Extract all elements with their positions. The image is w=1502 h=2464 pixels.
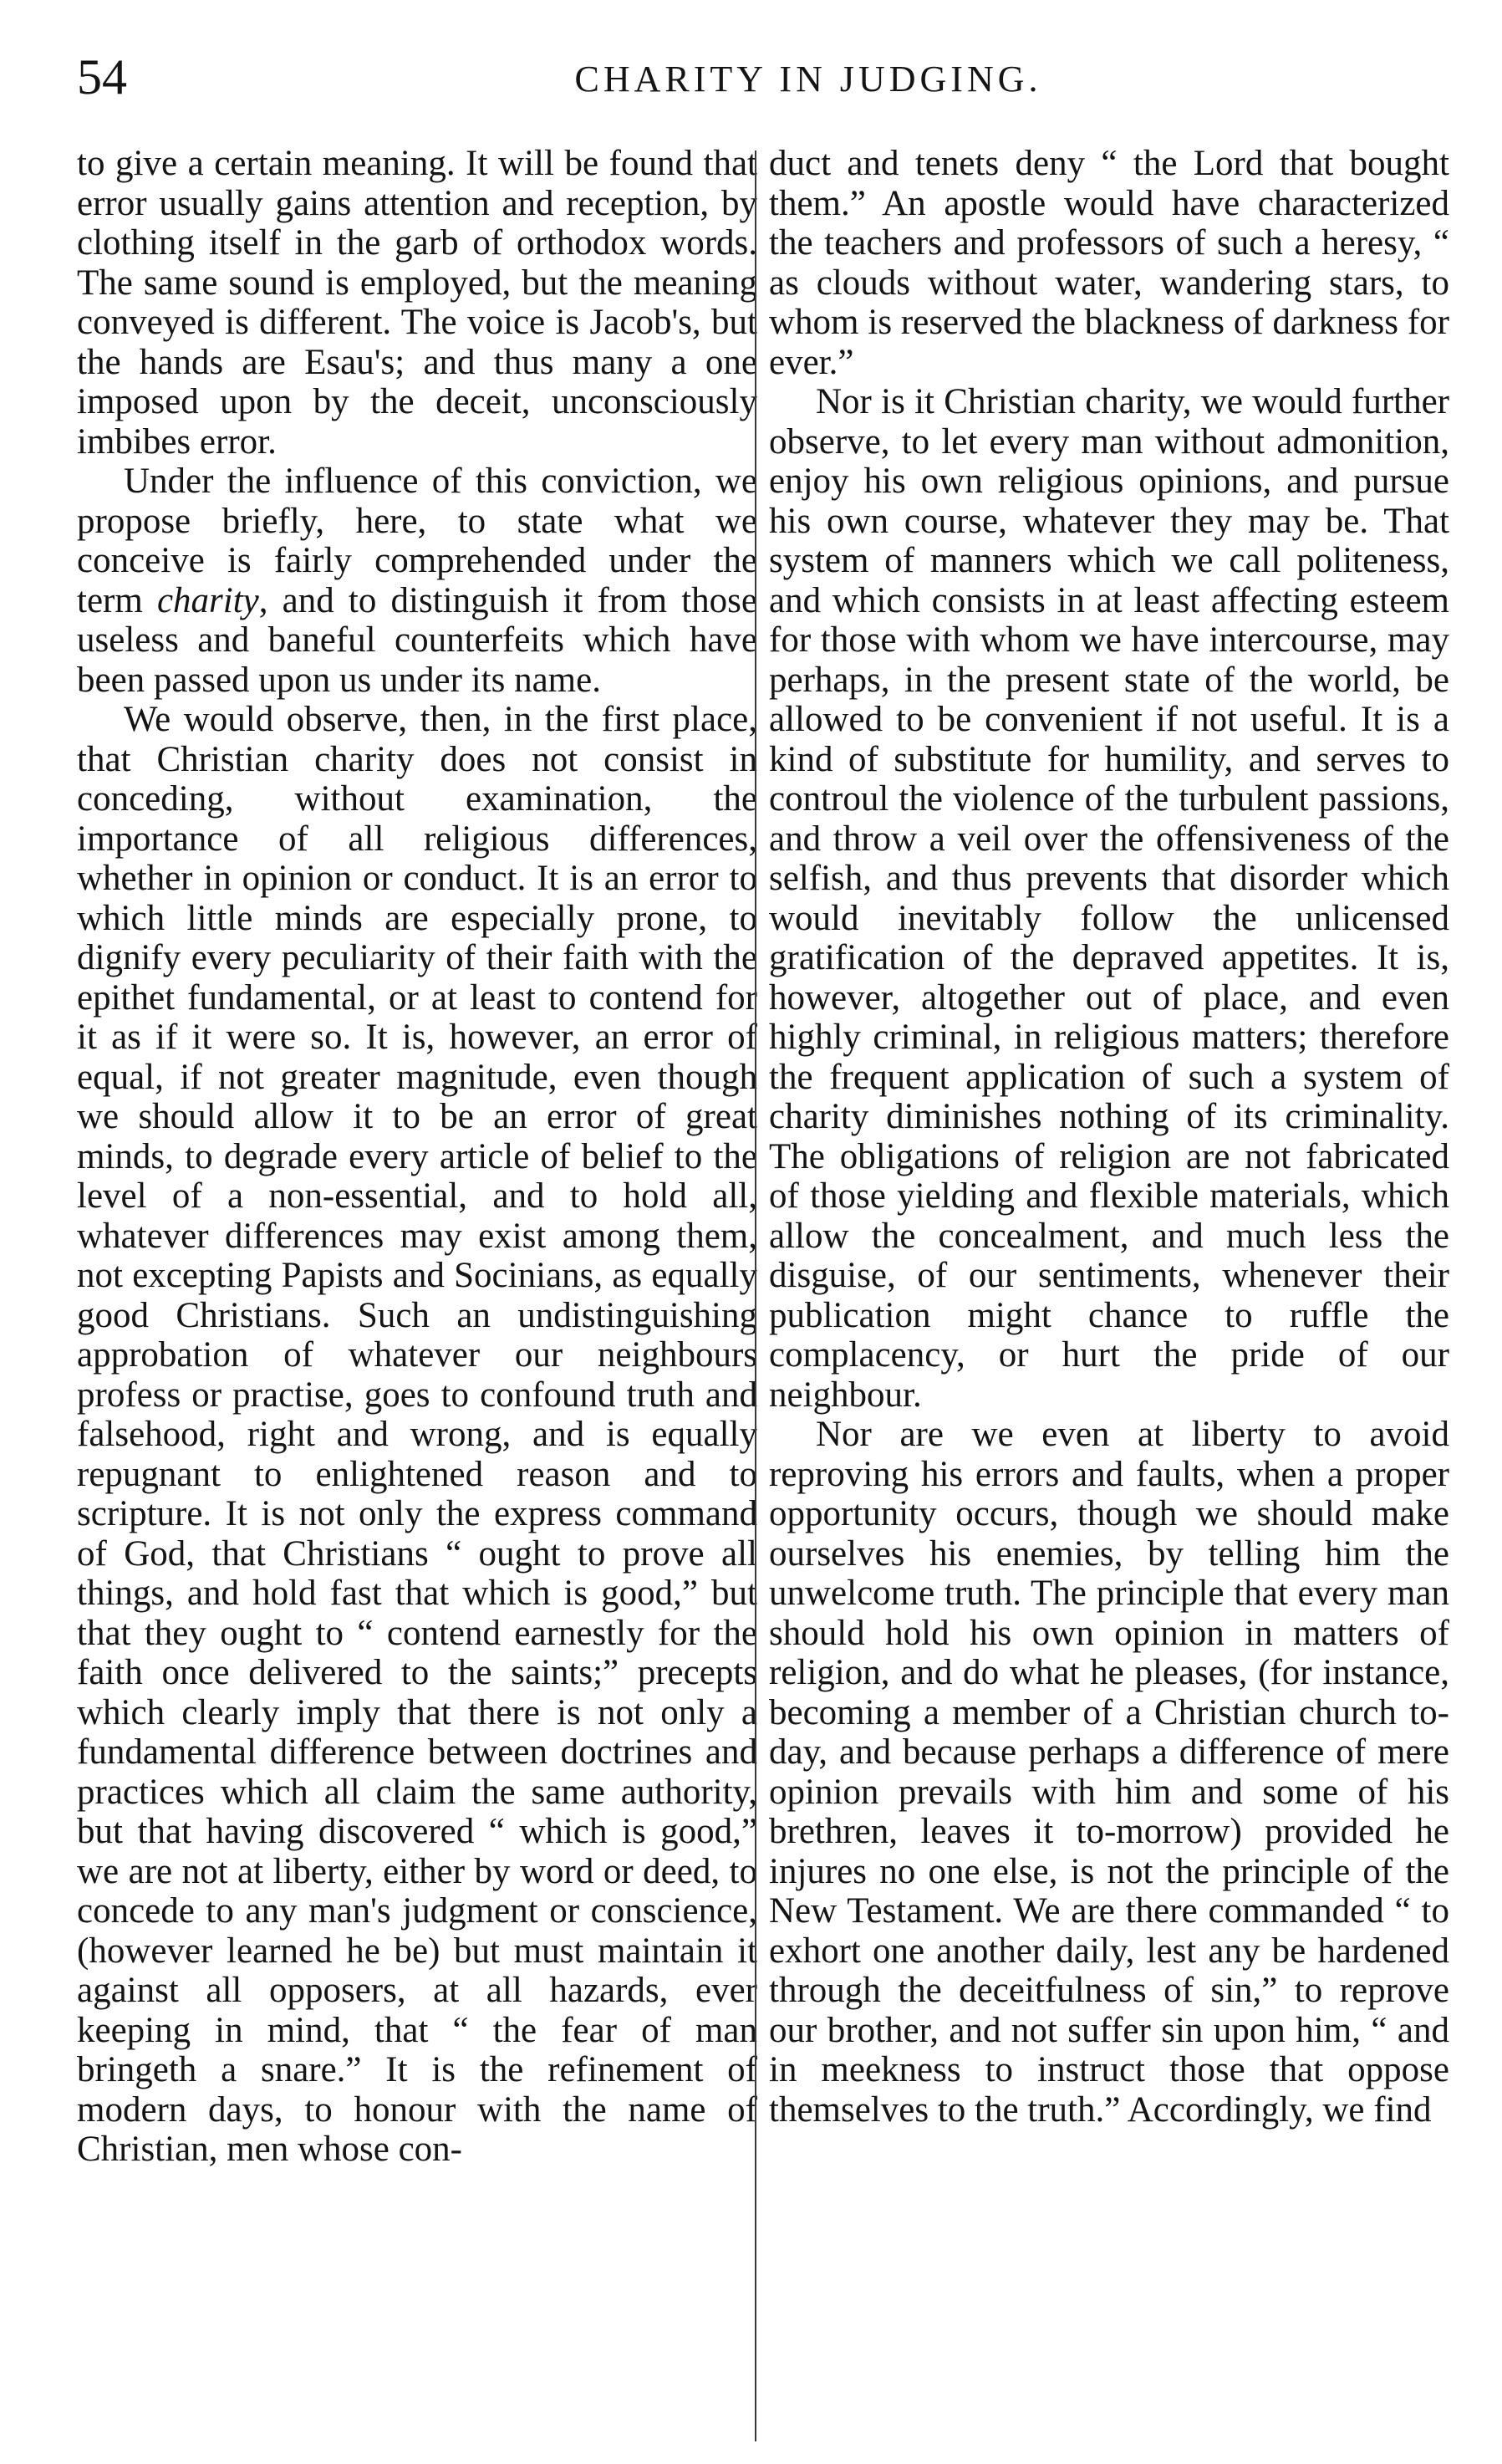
paragraph-left-2-end: , and to distinguish it from those useless and baneful counterfeits which have been passed upon us under its name. — [77, 580, 757, 700]
paragraph-left-2 — [77, 462, 757, 700]
emphasized-word-charity: charity — [156, 580, 259, 620]
paragraph-right-1: duct and tenets deny “ the Lord that bought them.” An apostle would have characterized the teachers and professors of such a heresy, “ as clouds without water, wandering stars, to whom is reserved the blackness of darkness for ever.” — [769, 144, 1449, 382]
page-number: 54 — [77, 49, 127, 105]
paragraph-left-2-start: Under the influence of this conviction, we propose briefly, here, to state what we conceive is fairly comprehended under the term — [77, 462, 757, 620]
running-head — [77, 43, 1464, 119]
paragraph-left-3: We would observe, then, in the first place, that Christian charity does not consist in conceding, without examination, the importance of all religious differences, whether in opinion or conduct. It is an error to which little minds are especially prone, to dignify every peculiarity of their faith with the epithet fundamental, or at least to contend for it as if it were so. It is, however, an error of equal, if not greater magnitude, even though we should allow it to be an error of great minds, to degrade every article of belief to the level of a non-essential, and to hold all, whatever differences may exist among them, not excepting Papists and Socinians, as equally good Christians. Such an undistinguishing approbation of whatever our neighbours profess or practise, goes to confound truth and falsehood, right and wrong, and is equally repugnant to enlightened reason and to scripture. It is not only the express command of God, that Christians “ ought to prove all things, and hold fast that which is good,” but that they ought to “ contend earnestly for the faith once delivered to the saints;” precepts which clearly imply that there is not only a fundamental difference between doctrines and practices which all claim the same authority, but that having discovered “ which is good,” we are not at liberty, either by word or deed, to concede to any man's judgment or conscience, (however learned he be) but must maintain it against all opposers, at all hazards, ever keeping in mind, that “ the fear of man bringeth a snare.” It is the refinement of modern days, to honour with the name of Christian, men whose con- — [77, 700, 757, 2169]
paragraph-right-3: Nor are we even at liberty to avoid reproving his errors and faults, when a proper opportunity occurs, though we should make ourselves his enemies, by telling him the unwelcome truth. The principle that every man should hold his own opinion in matters of religion, and do what he pleases, (for instance, becoming a member of a Christian church to-day, and because perhaps a difference of mere opinion prevails with him and some of his brethren, leaves it to-morrow) provided he injures no one else, is not the principle of the New Testament. We are there commanded “ to exhort one another daily, lest any be hardened through the deceitfulness of sin,” to reprove our brother, and not suffer sin upon him, “ and in meekness to instruct those that oppose themselves to the truth.” Accordingly, we find — [769, 1415, 1449, 2130]
column-divider — [755, 150, 756, 2441]
right-column — [769, 144, 1449, 2130]
left-column — [77, 144, 757, 2170]
paragraph-left-1: to give a certain meaning. It will be found that error usually gains attention and reception, by clothing itself in the garb of orthodox words. The same sound is employed, but the meaning conveyed is different. The voice is Jacob's, but the hands are Esau's; and thus many a one imposed upon by the deceit, unconsciously imbibes error. — [77, 144, 757, 462]
paragraph-right-2: Nor is it Christian charity, we would further observe, to let every man without admonition, enjoy his own religious opinions, and pursue his own course, whatever they may be. That system of manners which we call politeness, and which consists in at least affecting esteem for those with whom we have intercourse, may perhaps, in the present state of the world, be allowed to be convenient if not useful. It is a kind of substitute for humility, and serves to controul the violence of the turbulent passions, and throw a veil over the offensiveness of the selfish, and thus prevents that disorder which would inevitably follow the unlicensed gratification of the depraved appetites. It is, however, altogether out of place, and even highly criminal, in religious matters; therefore the frequent application of such a system of charity diminishes nothing of its criminality. The obligations of religion are not fabricated of those yielding and flexible materials, which allow the concealment, and much less the disguise, of our sentiments, whenever their publication might chance to ruffle the complacency, or hurt the pride of our neighbour. — [769, 382, 1449, 1415]
running-title: CHARITY IN JUDGING. — [574, 59, 1042, 99]
